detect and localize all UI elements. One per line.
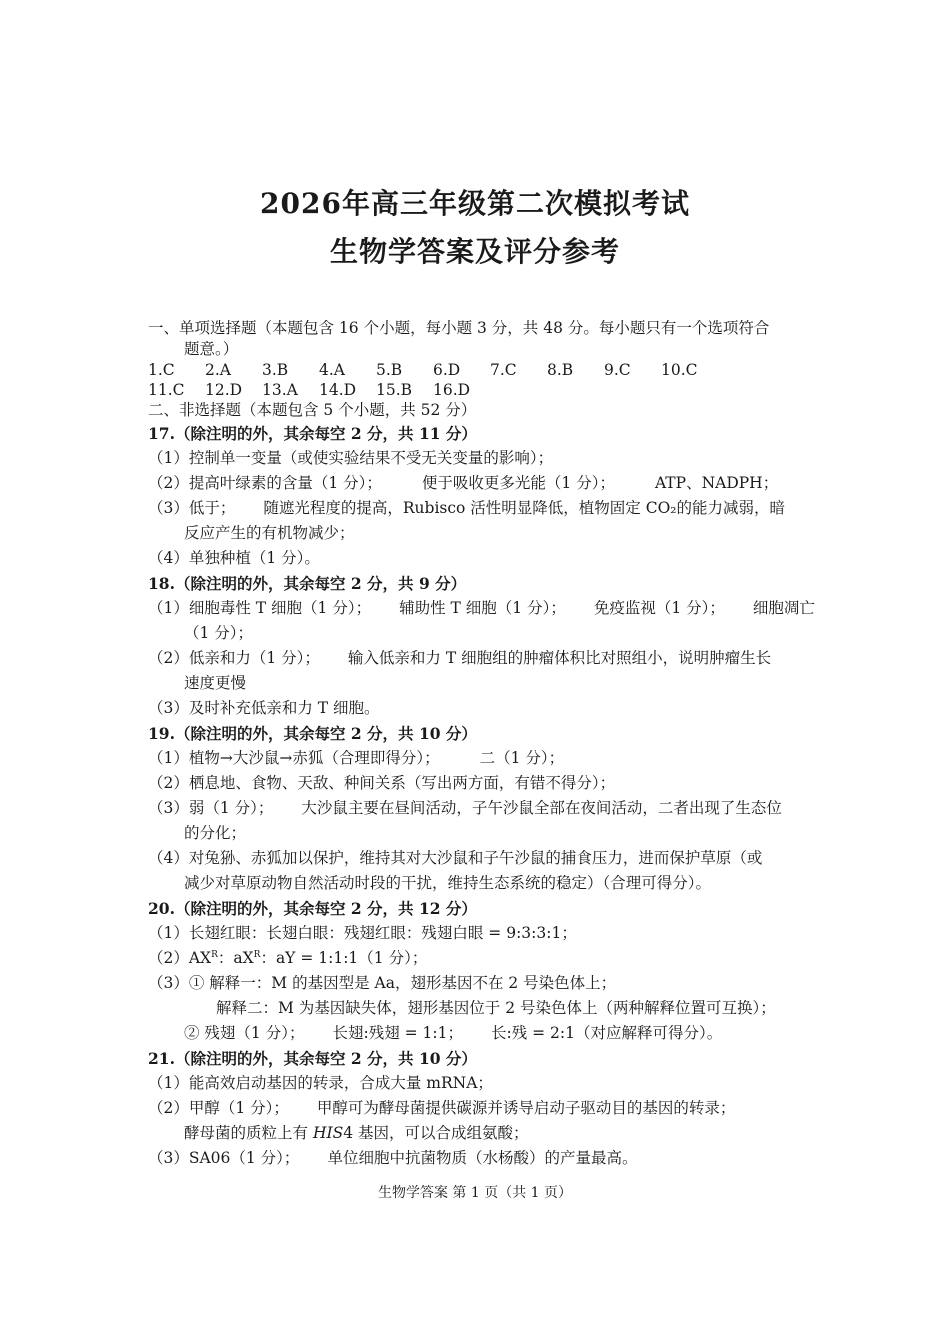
q19-line: 减少对草原动物自然活动时段的干扰，维持生态系统的稳定）（合理可得分）。	[184, 874, 712, 892]
choice-answer: 9.C	[604, 361, 631, 379]
q17-line: （1）控制单一变量（或使实验结果不受无关变量的影响）；	[148, 449, 554, 467]
answer-content	[148, 318, 815, 1171]
q20-line	[148, 946, 808, 971]
q21-header: 21.（除注明的外，其余每空 2 分，共 10 分）	[148, 1049, 477, 1068]
choice-answer: 6.D	[433, 361, 461, 379]
q21-line	[148, 1121, 808, 1146]
q19-answer: 二（1 分）；	[479, 749, 565, 767]
section1-header-cont: 题意。）	[184, 340, 239, 358]
q19-answer: 大沙鼠主要在昼间活动，子午沙鼠全部在夜间活动，二者出现了生态位	[301, 799, 782, 817]
section1-header: 一、单项选择题（本题包含 16 个小题，每小题 3 分，共 48 分。每小题只有一个选项符合	[148, 319, 770, 337]
choice-answer: 15.B	[376, 381, 413, 399]
q20-answer: 长:残 = 2:1（对应解释可得分）。	[490, 1024, 723, 1042]
choice-answer: 8.B	[547, 361, 574, 379]
q17-line: （4）单独种植（1 分）。	[148, 549, 320, 567]
choice-answers-row1	[148, 360, 808, 380]
q21-answer: （3）SA06（1 分）；	[148, 1149, 300, 1167]
choice-answer: 1.C	[148, 361, 175, 379]
q20-line: （3）① 解释一：M 的基因型是 Aa，翅形基因不在 2 号染色体上；	[148, 974, 617, 992]
q20-genotype-c: ：aY = 1:1:1（1 分）；	[260, 949, 428, 967]
q20-sup: R	[211, 949, 218, 960]
q19-header: 19.（除注明的外，其余每空 2 分，共 10 分）	[148, 724, 477, 743]
q18-line: 速度更慢	[184, 674, 247, 692]
choice-answer: 16.D	[433, 381, 471, 399]
q21-line: （1）能高效启动基因的转录，合成大量 mRNA；	[148, 1074, 493, 1092]
q17-header: 17.（除注明的外，其余每空 2 分，共 11 分）	[148, 424, 477, 443]
q18-answer: （2）低亲和力（1 分）；	[148, 649, 320, 667]
q17-line	[148, 496, 808, 521]
q21-answer: 单位细胞中抗菌物质（水杨酸）的产量最高。	[327, 1149, 638, 1167]
q18-answer: 免疫监视（1 分）；	[593, 599, 725, 617]
q17-answer: （3）低于；	[148, 499, 236, 517]
q18-line	[148, 646, 808, 671]
q18-line	[148, 596, 815, 621]
q19-line: （2）栖息地、食物、天敌、种间关系（写出两方面，有错不得分）；	[148, 774, 616, 792]
choice-answer: 3.B	[262, 361, 289, 379]
choice-answer: 2.A	[205, 361, 231, 379]
q19-line: 的分化；	[184, 824, 247, 842]
q18-answer: （1）细胞毒性 T 细胞（1 分）；	[148, 599, 372, 617]
q20-line: 解释二：M 为基因缺失体，翅形基因位于 2 号染色体上（两种解释位置可互换）；	[216, 999, 776, 1017]
q18-header: 18.（除注明的外，其余每空 2 分，共 9 分）	[148, 574, 467, 593]
q17-answer: ATP、NADPH；	[654, 474, 779, 492]
q21-answer: （2）甲醇（1 分）；	[148, 1099, 289, 1117]
q21-line	[148, 1096, 808, 1121]
q17-answer: 随遮光程度的提高，Rubisco 活性明显降低，植物固定 CO₂的能力减弱，暗	[263, 499, 786, 517]
q20-header: 20.（除注明的外，其余每空 2 分，共 12 分）	[148, 899, 477, 918]
q21-text: 酵母菌的质粒上有	[184, 1124, 313, 1142]
q21-gene-name: HIS	[312, 1124, 344, 1142]
choice-answer: 5.B	[376, 361, 403, 379]
q18-answer: 细胞凋亡	[752, 599, 815, 617]
q20-genotype-b: ：aX	[217, 949, 254, 967]
page-footer: 生物学答案 第 1 页（共 1 页）	[377, 1185, 573, 1201]
q19-line	[148, 746, 808, 771]
q19-answer: （3）弱（1 分）；	[148, 799, 274, 817]
q20-line	[148, 1021, 808, 1046]
q21-answer: 甲醇可为酵母菌提供碳源并诱导启动子驱动目的基因的转录；	[316, 1099, 736, 1117]
q21-line	[148, 1146, 808, 1171]
q18-line: （3）及时补充低亲和力 T 细胞。	[148, 699, 380, 717]
choice-answer: 4.A	[319, 361, 345, 379]
choice-answer: 11.C	[148, 381, 185, 399]
choice-answers-row2	[148, 380, 808, 400]
q18-answer: 输入低亲和力 T 细胞组的肿瘤体积比对照组小，说明肿瘤生长	[347, 649, 772, 667]
q20-genotype-a: （2）AX	[148, 949, 212, 967]
q20-line: （1）长翅红眼：长翅白眼：残翅红眼：残翅白眼 = 9:3:3:1；	[148, 924, 577, 942]
q21-text: 4 基因，可以合成组氨酸；	[343, 1124, 529, 1142]
q20-answer: ② 残翅（1 分）；	[184, 1024, 305, 1042]
q20-answer: 长翅:残翅 = 1:1；	[332, 1024, 463, 1042]
q19-line: （4）对兔狲、赤狐加以保护，维持其对大沙鼠和子午沙鼠的捕食压力，进而保护草原（或	[148, 849, 763, 867]
q19-answer: （1）植物→大沙鼠→赤狐（合理即得分）；	[148, 749, 440, 767]
page-subtitle: 生物学答案及评分参考	[329, 235, 620, 268]
q18-answer: 辅助性 T 细胞（1 分）；	[399, 599, 566, 617]
q17-line	[148, 471, 808, 496]
section2-header: 二、非选择题（本题包含 5 个小题，共 52 分）	[148, 401, 477, 419]
q17-answer: 便于吸收更多光能（1 分）；	[421, 474, 615, 492]
q20-sup: R	[253, 949, 261, 960]
choice-answer: 10.C	[661, 361, 698, 379]
choice-answer: 13.A	[262, 381, 298, 399]
q18-line: （1 分）；	[184, 624, 254, 642]
q17-line: 反应产生的有机物减少；	[184, 524, 355, 542]
page-title: 2026年高三年级第二次模拟考试	[260, 187, 690, 220]
q17-answer: （2）提高叶绿素的含量（1 分）；	[148, 474, 382, 492]
choice-answer: 14.D	[319, 381, 357, 399]
choice-answer: 12.D	[205, 381, 243, 399]
choice-answer: 7.C	[490, 361, 517, 379]
q19-line	[148, 796, 808, 821]
